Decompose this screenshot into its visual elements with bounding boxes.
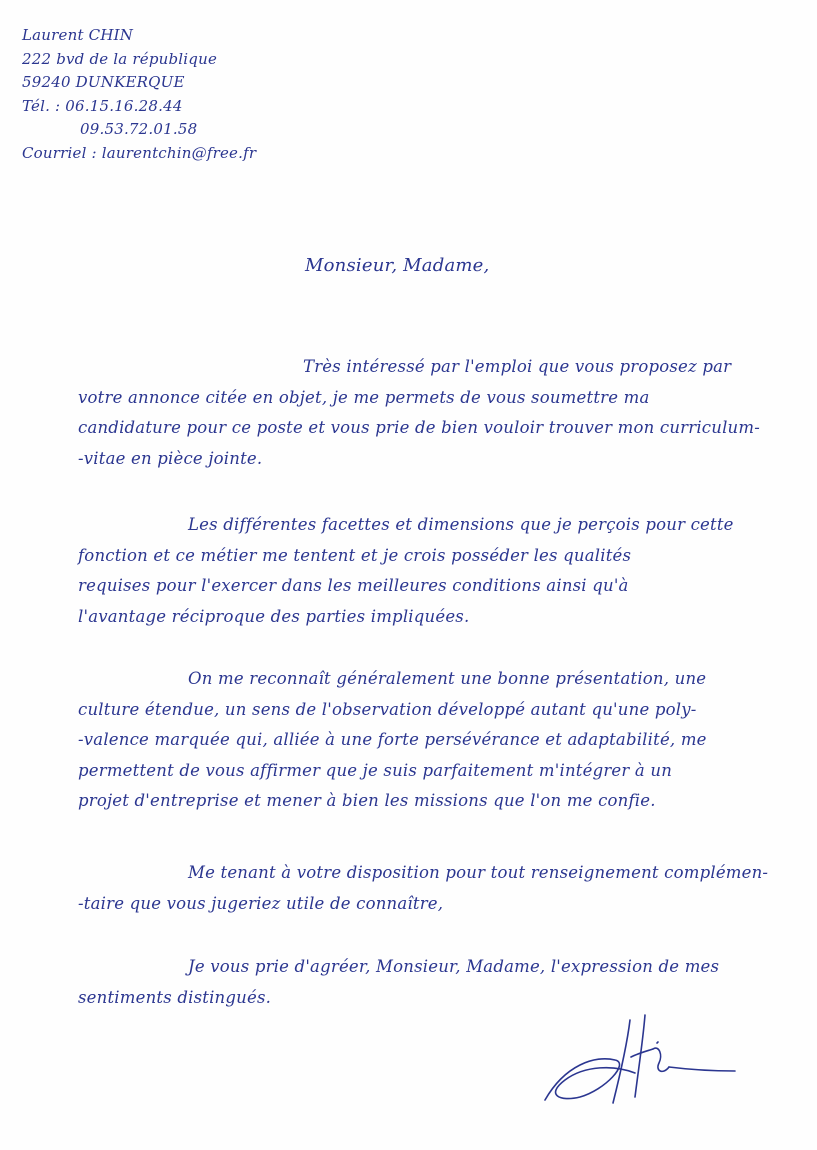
- paragraph-line: projet d'entreprise et mener à bien les missions que l'on me confie.: [78, 791, 656, 810]
- paragraph-line: fonction et ce métier me tentent et je crois posséder les qualités: [78, 545, 632, 565]
- sender-block: [22, 24, 256, 165]
- phone-1: 06.15.16.28.44: [65, 96, 183, 115]
- paragraph-3: [78, 664, 707, 817]
- paragraph-line: On me reconnaît généralement une bonne présentation, une: [188, 669, 707, 688]
- paragraph-line: votre annonce citée en objet, je me permets de vous soumettre ma: [78, 387, 650, 407]
- sender-address-line1: 222 bvd de la république: [22, 49, 218, 68]
- paragraph-line: -vitae en pièce jointe.: [78, 448, 263, 468]
- paragraph-line: candidature pour ce poste et vous prie de bien vouloir trouver mon curriculum-: [78, 418, 760, 437]
- sender-name: Laurent CHIN: [22, 26, 134, 44]
- sender-email: Courriel : laurentchin@free.fr: [22, 143, 257, 162]
- sender-address-line2: 59240 DUNKERQUE: [22, 73, 185, 91]
- sender-phone-line: [22, 95, 256, 119]
- paragraph-2: [78, 510, 734, 632]
- paragraph-line: -taire que vous jugeriez utile de connaître,: [78, 893, 444, 913]
- paragraph-line: -valence marquée qui, alliée à une forte persévérance et adaptabilité, me: [78, 730, 707, 749]
- phone-2: 09.53.72.01.58: [80, 120, 198, 138]
- paragraph-line: Me tenant à votre disposition pour tout renseignement complémen-: [188, 863, 769, 882]
- paragraph-line: Je vous prie d'agréer, Monsieur, Madame, l'expression de mes: [188, 957, 720, 976]
- paragraph-5: [78, 952, 719, 1013]
- paragraph-line: Les différentes facettes et dimensions que je perçois pour cette: [188, 515, 734, 534]
- paragraph-line: sentiments distingués.: [78, 987, 272, 1007]
- phone-label: Tél. :: [22, 96, 61, 115]
- paragraph-line: Très intéressé par l'emploi que vous proposez par: [303, 357, 732, 376]
- paragraph-line: culture étendue, un sens de l'observation développé autant qu'une poly-: [78, 699, 697, 719]
- signature-icon: [535, 1005, 755, 1115]
- paragraph-line: l'avantage réciproque des parties impliquées.: [78, 606, 470, 626]
- paragraph-line: requises pour l'exercer dans les meilleures conditions ainsi qu'à: [78, 576, 629, 595]
- handwritten-signature: [535, 1005, 755, 1120]
- salutation: Monsieur, Madame,: [305, 255, 490, 276]
- paragraph-line: permettent de vous affirmer que je suis parfaitement m'intégrer à un: [78, 760, 673, 780]
- paragraph-1: [78, 352, 760, 474]
- paragraph-4: [78, 858, 768, 919]
